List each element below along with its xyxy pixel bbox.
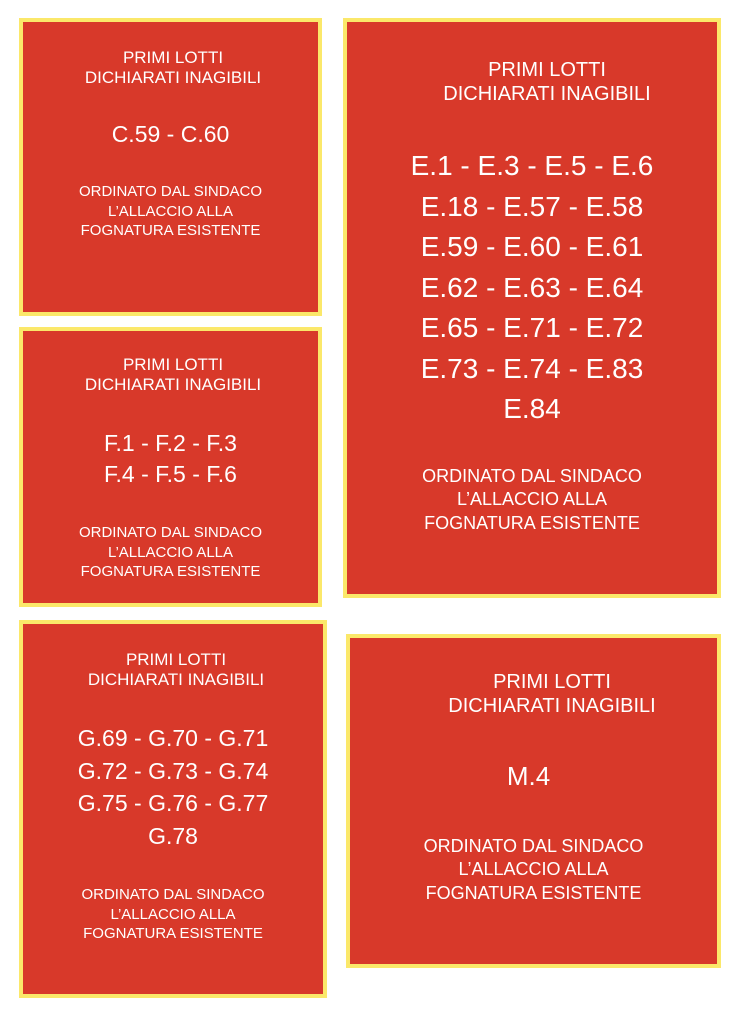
- lot-code-line: F.1 - F.2 - F.3: [104, 430, 237, 456]
- header-line: PRIMI LOTTI: [122, 355, 224, 374]
- footer-line: FOGNATURA ESISTENTE: [80, 563, 261, 580]
- footer-line: FOGNATURA ESISTENTE: [80, 222, 261, 239]
- footer-line: FOGNATURA ESISTENTE: [425, 882, 642, 903]
- card-header: [29, 650, 323, 691]
- footer-line: ORDINATO DAL SINDACO: [422, 466, 642, 486]
- lot-code-line: G.69 - G.70 - G.71: [77, 725, 269, 751]
- header-line: DICHIARATI INAGIBILI: [84, 375, 262, 395]
- header-line: DICHIARATI INAGIBILI: [84, 68, 262, 88]
- lot-code-line: F.4 - F.5 - F.6: [104, 461, 237, 487]
- lot-code-line: M.4: [506, 761, 551, 791]
- card-header: [28, 355, 318, 396]
- card-footer: [23, 182, 318, 241]
- footer-line: L’ALLACCIO ALLA: [110, 905, 236, 923]
- footer-line: FOGNATURA ESISTENTE: [83, 925, 263, 942]
- lot-codes: [23, 428, 318, 490]
- card-footer: [23, 885, 323, 944]
- header-line: PRIMI LOTTI: [125, 650, 227, 669]
- lot-code-line: G.78: [148, 822, 198, 849]
- footer-line: FOGNATURA ESISTENTE: [424, 512, 640, 533]
- lot-codes: [350, 760, 717, 793]
- lot-codes: [23, 722, 323, 852]
- footer-line: L’ALLACCIO ALLA: [456, 489, 608, 510]
- lot-code-line: E.84: [503, 393, 561, 424]
- lot-code-line: E.65 - E.71 - E.72: [420, 312, 644, 343]
- footer-line: ORDINATO DAL SINDACO: [78, 524, 263, 541]
- card-lot-f: [19, 327, 322, 607]
- footer-line: ORDINATO DAL SINDACO: [423, 836, 644, 856]
- card-footer: [350, 835, 717, 905]
- lot-code-line: G.75 - G.76 - G.77: [77, 790, 269, 816]
- footer-line: ORDINATO DAL SINDACO: [81, 886, 265, 903]
- card-header: [28, 48, 318, 89]
- header-line: PRIMI LOTTI: [122, 48, 224, 67]
- card-lot-g: [19, 620, 327, 998]
- card-footer: [23, 523, 318, 582]
- lot-code-line: E.73 - E.74 - E.83: [420, 352, 644, 384]
- card-header: [377, 58, 717, 106]
- lot-codes: [23, 120, 318, 149]
- card-footer: [347, 465, 717, 535]
- card-header: [387, 670, 717, 718]
- header-line: PRIMI LOTTI: [488, 59, 606, 81]
- footer-line: L’ALLACCIO ALLA: [458, 859, 609, 880]
- footer-line: ORDINATO DAL SINDACO: [78, 183, 263, 200]
- lot-codes: [347, 146, 717, 430]
- header-line: DICHIARATI INAGIBILI: [448, 695, 656, 717]
- footer-line: L’ALLACCIO ALLA: [107, 202, 234, 220]
- lot-code-line: G.72 - G.73 - G.74: [77, 757, 269, 784]
- lot-code-line: C.59 - C.60: [111, 121, 230, 147]
- lot-code-line: E.62 - E.63 - E.64: [420, 271, 644, 303]
- lot-code-line: E.18 - E.57 - E.58: [420, 190, 644, 222]
- card-lot-e: [343, 18, 721, 598]
- header-line: DICHIARATI INAGIBILI: [443, 83, 651, 105]
- header-line: DICHIARATI INAGIBILI: [87, 670, 265, 690]
- lot-code-line: E.59 - E.60 - E.61: [420, 231, 644, 262]
- lot-code-line: E.1 - E.3 - E.5 - E.6: [410, 150, 654, 181]
- card-lot-c: [19, 18, 322, 316]
- card-lot-m: [346, 634, 721, 968]
- header-line: PRIMI LOTTI: [493, 671, 611, 693]
- footer-line: L’ALLACCIO ALLA: [107, 543, 234, 561]
